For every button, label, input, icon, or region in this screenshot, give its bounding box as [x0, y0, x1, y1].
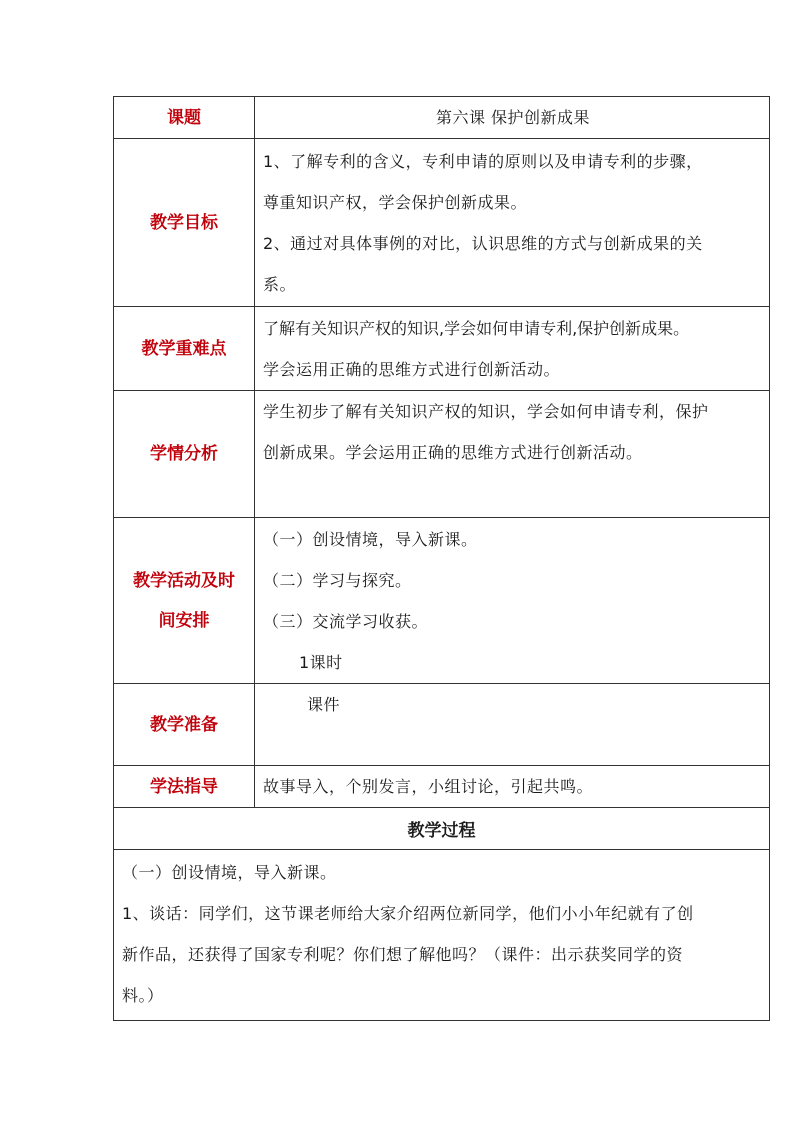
preparation-label: 教学准备 [114, 684, 255, 766]
key-points-value [255, 307, 770, 391]
activities-label [114, 518, 255, 684]
process-line-1: （一）创设情境，导入新课。 [122, 863, 337, 882]
key-points-row [114, 307, 770, 391]
process-line-2: 1、谈话：同学们，这节课老师给大家介绍两位新同学，他们小小年纪就有了创 [122, 904, 694, 923]
activities-label-line-1: 教学活动及时 [133, 570, 235, 591]
process-content [114, 850, 770, 1021]
process-content-row [114, 850, 770, 1021]
lesson-plan-table [113, 96, 770, 1021]
objectives-line-1: 1、了解专利的含义，专利申请的原则以及申请专利的步骤， [263, 151, 703, 171]
activities-line-1: （一）创设情境，导入新课。 [263, 529, 478, 549]
objectives-line-2: 尊重知识产权，学会保护创新成果。 [263, 192, 528, 212]
activities-line-3: （三）交流学习收获。 [263, 611, 429, 631]
analysis-value [255, 391, 770, 518]
method-row [114, 766, 770, 808]
objectives-row [114, 139, 770, 307]
analysis-line-1: 学生初步了解有关知识产权的知识，学会如何申请专利，保护 [263, 402, 709, 421]
key-points-line-2: 学会运用正确的思维方式进行创新活动。 [263, 359, 561, 379]
activities-line-2: （二）学习与探究。 [263, 570, 412, 590]
preparation-text: 课件 [307, 695, 341, 714]
topic-label: 课题 [114, 97, 255, 139]
topic-value: 第六课 保护创新成果 [255, 97, 770, 139]
process-title: 教学过程 [114, 808, 770, 850]
preparation-value [255, 684, 770, 766]
activities-label-line-2: 间安排 [158, 610, 210, 631]
method-label: 学法指导 [114, 766, 255, 808]
key-points-line-1: 了解有关知识产权的知识,学会如何申请专利,保护创新成果。 [263, 318, 690, 338]
objectives-value [255, 139, 770, 307]
key-points-label: 教学重难点 [114, 307, 255, 391]
process-title-row [114, 808, 770, 850]
analysis-label: 学情分析 [114, 391, 255, 518]
topic-row [114, 97, 770, 139]
process-line-3: 新作品，还获得了国家专利呢？你们想了解他吗？（课件：出示获奖同学的资 [122, 945, 684, 964]
objectives-line-4: 系。 [263, 274, 297, 294]
analysis-line-2: 创新成果。学会运用正确的思维方式进行创新活动。 [263, 443, 643, 462]
activities-line-4: 1课时 [299, 652, 343, 672]
process-line-4: 料。） [122, 986, 164, 1005]
activities-value [255, 518, 770, 684]
preparation-row [114, 684, 770, 766]
activities-row [114, 518, 770, 684]
method-value: 故事导入，个别发言，小组讨论，引起共鸣。 [255, 766, 770, 808]
analysis-row [114, 391, 770, 518]
objectives-line-3: 2、通过对具体事例的对比，认识思维的方式与创新成果的关 [263, 233, 703, 253]
objectives-label: 教学目标 [114, 139, 255, 307]
